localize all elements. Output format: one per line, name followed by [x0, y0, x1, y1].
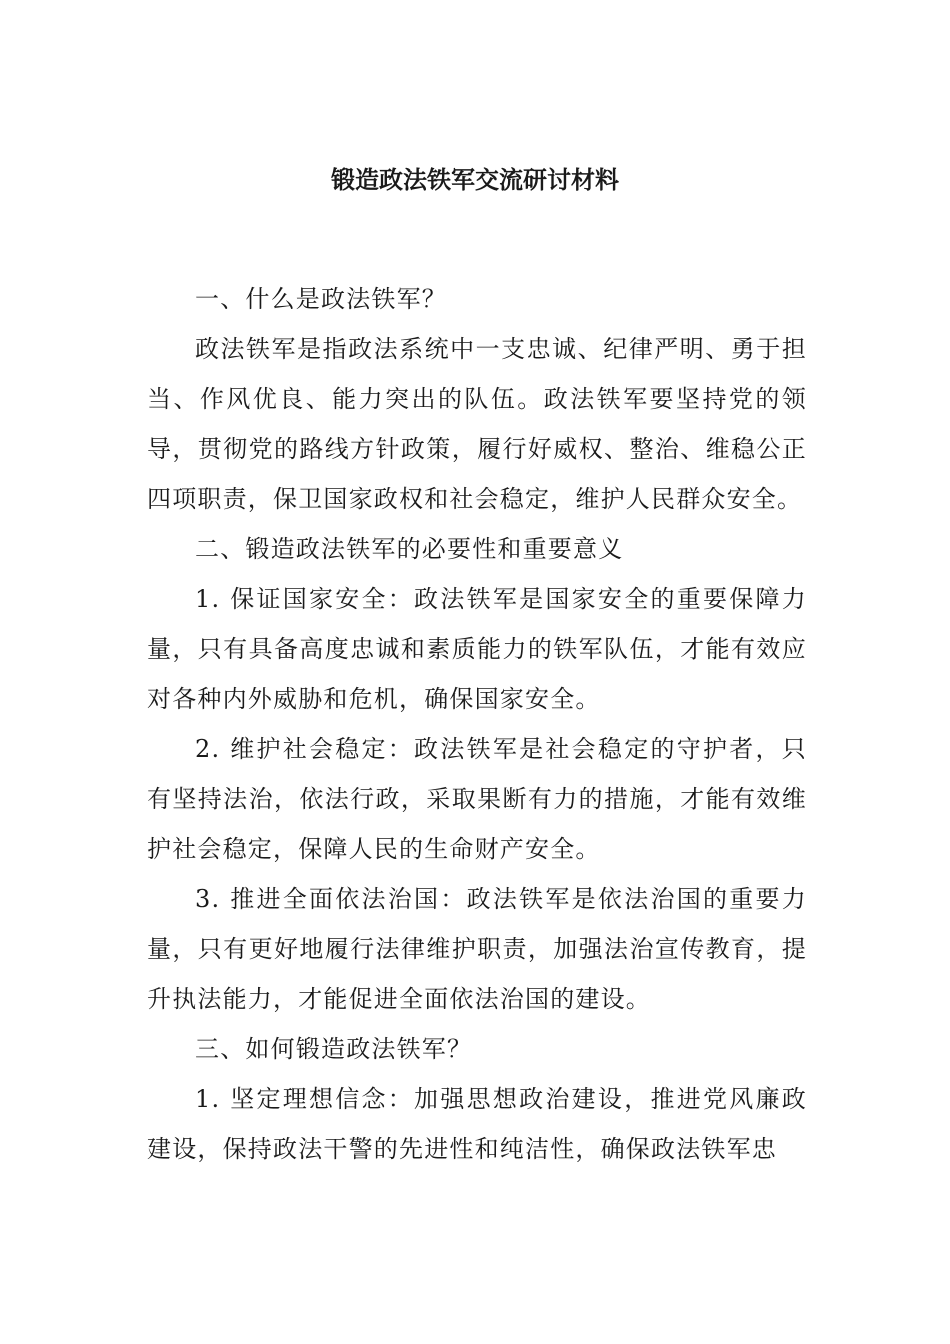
list-item-national-security: 1. 保证国家安全：政法铁军是国家安全的重要保障力量，只有具备高度忠诚和素质能力的铁军队伍，才能有效应对各种内外威胁和危机，确保国家安全。	[147, 585, 807, 713]
list-item-ideals: 1. 坚定理想信念：加强思想政治建设，推进党风廉政建设，保持政法干警的先进性和纯洁性，确保政法铁军忠	[147, 1085, 807, 1163]
list-item-rule-of-law: 3. 推进全面依法治国：政法铁军是依法治国的重要力量，只有更好地履行法律维护职责，加强法治宣传教育，提升执法能力，才能促进全面依法治国的建设。	[147, 885, 807, 1013]
document-title: 锻造政法铁军交流研讨材料	[331, 166, 619, 194]
section-heading-3: 三、如何锻造政法铁军？	[195, 1035, 473, 1063]
section-heading-2: 二、锻造政法铁军的必要性和重要意义	[195, 535, 624, 563]
list-item-social-stability: 2. 维护社会稳定：政法铁军是社会稳定的守护者，只有坚持法治，依法行政，采取果断有力的措施，才能有效维护社会稳定，保障人民的生命财产安全。	[147, 735, 807, 863]
section-heading-1: 一、什么是政法铁军？	[195, 285, 447, 313]
paragraph-definition: 政法铁军是指政法系统中一支忠诚、纪律严明、勇于担当、作风优良、能力突出的队伍。政法铁军要坚持党的领导，贯彻党的路线方针政策，履行好威权、整治、维稳公正四项职责，保卫国家政权和社会稳定，维护人民群众安全。	[147, 335, 807, 513]
document-body	[147, 274, 807, 1174]
